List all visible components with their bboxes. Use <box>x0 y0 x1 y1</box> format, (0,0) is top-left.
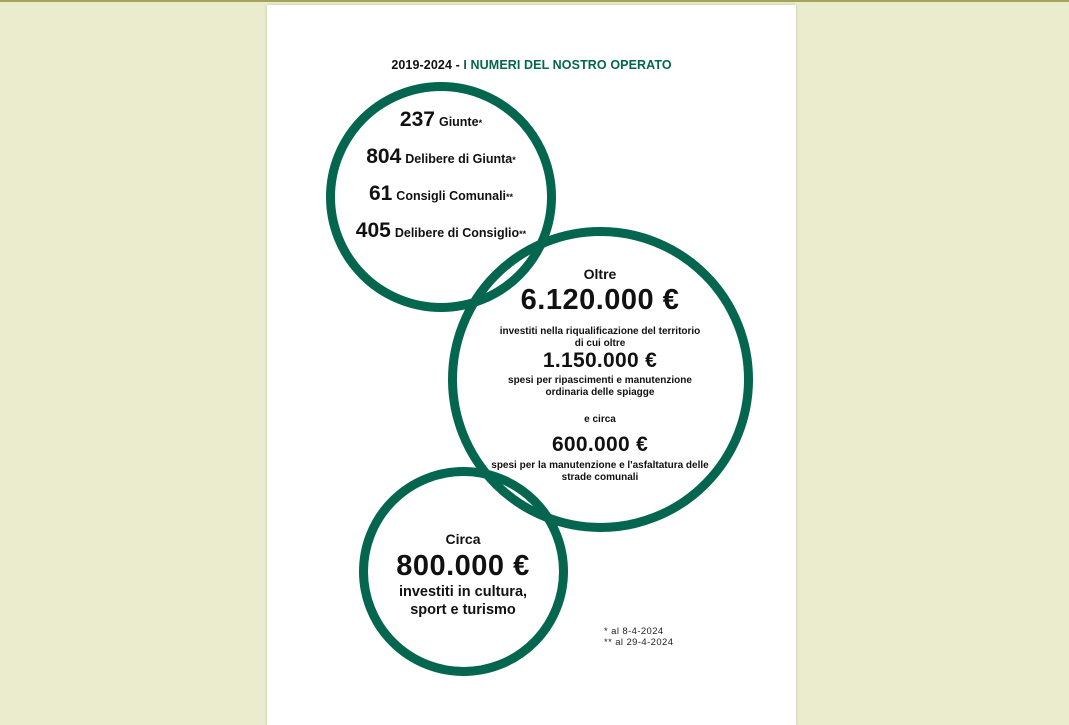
culture-amount: 800.000 € <box>396 550 530 582</box>
territory-description <box>470 326 730 350</box>
roads-desc-line-2: strade comunali <box>561 472 639 483</box>
stat-consigli <box>326 182 556 206</box>
territory-connector: e circa <box>584 414 616 425</box>
culture-description <box>363 583 563 619</box>
footnote-2 <box>604 637 673 648</box>
culture-desc-line-1: investiti in cultura, <box>398 584 528 600</box>
stat-label: Delibere di Consiglio <box>394 226 520 240</box>
title-years: 2019-2024 - <box>391 58 464 72</box>
stat-number: 61 <box>368 182 393 205</box>
roads-amount: 600.000 € <box>551 433 649 456</box>
page-title <box>267 58 796 72</box>
culture-prefix: Circa <box>445 531 481 547</box>
beaches-desc-line-1: spesi per ripascimenti e manutenzione <box>508 375 692 386</box>
footnote-mark: * <box>604 626 609 637</box>
territory-desc-line-2: di cui oltre <box>574 338 626 349</box>
stat-delibere-consiglio <box>316 219 566 243</box>
stat-number: 804 <box>366 145 402 168</box>
territory-desc-line-1: investiti nella riqualificazione del territorio <box>499 326 701 337</box>
culture-desc-line-2: sport e turismo <box>410 602 516 618</box>
footnote-text: al 8-4-2024 <box>608 626 664 637</box>
stat-mark: ** <box>506 192 514 202</box>
stat-delibere-giunta <box>326 145 556 169</box>
roads-description <box>460 460 740 484</box>
title-text: I NUMERI DEL NOSTRO OPERATO <box>463 58 672 72</box>
stat-mark: * <box>512 155 516 165</box>
footnote-mark: ** <box>604 637 613 648</box>
stat-mark: * <box>478 118 483 128</box>
stat-label: Delibere di Giunta <box>405 152 513 166</box>
stat-number: 405 <box>355 219 391 242</box>
territory-prefix: Oltre <box>583 266 617 282</box>
footnote-1 <box>604 626 664 637</box>
stat-giunte <box>341 108 541 132</box>
stat-number: 237 <box>399 108 435 131</box>
beaches-description <box>470 375 730 399</box>
roads-desc-line-1: spesi per la manutenzione e l'asfaltatura delle <box>491 460 709 471</box>
territory-amount: 6.120.000 € <box>520 284 680 316</box>
beaches-desc-line-2: ordinaria delle spiagge <box>545 387 655 398</box>
footnote-text: al 29-4-2024 <box>612 637 674 648</box>
stat-label: Giunte <box>438 115 479 129</box>
stat-mark: ** <box>519 229 527 239</box>
stat-label: Consigli Comunali <box>396 189 507 203</box>
beaches-amount: 1.150.000 € <box>542 349 658 372</box>
